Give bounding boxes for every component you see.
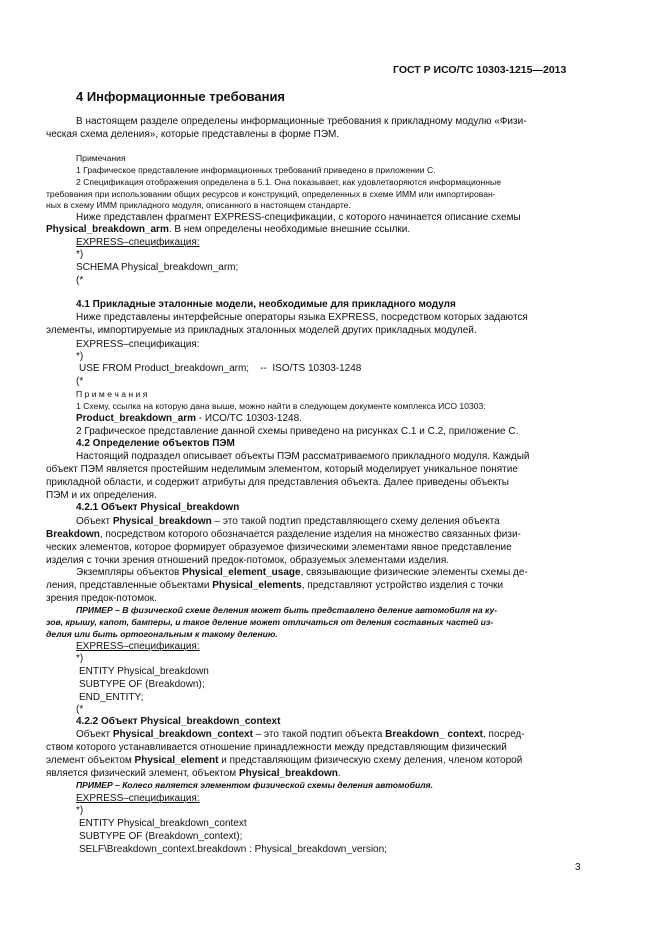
example-line3: делия или быть ортогональным к такому делению.	[46, 629, 278, 639]
section-421-p1	[76, 516, 500, 528]
comment-open: (*	[76, 704, 84, 715]
text: , посредством которого обозначается разделение изделия на множество связанных физи-	[99, 529, 521, 540]
express-spec-label: EXPRESS–спецификация:	[76, 793, 200, 804]
entity-name: Physical_breakdown	[238, 768, 338, 779]
text: элемент объектом	[46, 755, 135, 766]
section-42-p3: прикладной области, и содержит атрибуты для представления объекта. Далее приведены объекты	[46, 477, 509, 488]
section-422-p3	[46, 755, 522, 767]
notes-heading: Примечания	[76, 153, 126, 163]
standard-header: ГОСТ Р ИСО/ТС 10303-1215—2013	[393, 64, 567, 76]
section-41-title: 4.1 Прикладные эталонные модели, необходимые для прикладного модуля	[76, 299, 456, 310]
express-intro-line2	[46, 224, 410, 236]
entity-name: Breakdown	[46, 529, 100, 540]
entity-name: Physical_breakdown_context	[112, 729, 253, 740]
comment-close: *)	[76, 249, 84, 260]
subtype-line: SUBTYPE OF (Breakdown_context);	[79, 831, 243, 842]
text: – это такой подтип объекта	[252, 729, 386, 740]
comment-close: *)	[76, 653, 84, 664]
express-spec-label: EXPRESS–спецификация:	[76, 339, 200, 350]
section-421-p2	[46, 529, 521, 541]
text: В настоящем разделе определены информационные требования к прикладному модулю «Физи-	[76, 116, 527, 127]
comment-close: *)	[76, 805, 84, 816]
text: . В нем определены необходимые внешние ссылки.	[168, 224, 411, 235]
text: Экземпляры объектов	[76, 567, 183, 578]
example-line: ПРИМЕР – Колесо является элементом физической схемы деления автомобиля.	[76, 780, 434, 790]
notes-heading: П р и м е ч а н и я	[76, 389, 148, 399]
express-spec-label: EXPRESS–спецификация:	[76, 641, 200, 652]
entity-name: Physical_element_usage	[182, 567, 301, 578]
comment-close: *)	[76, 351, 84, 362]
section-4-title: 4 Информационные требования	[76, 89, 286, 104]
entity-name: Physical_elements	[212, 580, 302, 591]
section-41-p1: Ниже представлены интерфейсные операторы языка EXPRESS, посредством которых задаются	[76, 312, 528, 323]
note-1-ref	[76, 413, 302, 425]
entity-name: Physical_breakdown	[112, 516, 212, 527]
attribute-line: SELF\Breakdown_context.breakdown : Physical_breakdown_version;	[79, 844, 387, 855]
section-4-intro-line2: ческая схема деления», которые представлены в форме ПЭМ.	[46, 129, 340, 140]
express-spec-label: EXPRESS–спецификация:	[76, 237, 200, 248]
entity-line: ENTITY Physical_breakdown	[79, 666, 209, 677]
example-line2: зов, крышу, капот, бамперы, и такое деление может отличаться от деления составных частей из-	[46, 617, 494, 627]
section-421-p3: ческих элементов, которое формирует образуемое физическими элементами явное представление	[46, 542, 512, 553]
comment-open: (*	[76, 376, 84, 387]
text: ления, представленные объектами	[46, 580, 213, 591]
schema-name: Physical_breakdown_arm	[46, 224, 169, 235]
note-1: 1 Графическое представление информационных требований приведено в приложении С.	[76, 165, 436, 175]
section-41-p2: элементы, импортируемые из прикладных эталонных моделей других прикладных модулей.	[46, 325, 477, 336]
section-42-p2: объект ПЭМ является простейшим неделимым элементом, который моделирует уникальное понятие	[46, 464, 518, 475]
schema-line: SCHEMA Physical_breakdown_arm;	[76, 262, 239, 273]
note-2-line3: ных в схему ИММ прикладного модуля, описанного в настоящем стандарте.	[46, 200, 351, 210]
section-42-p1: Настоящий подраздел описывает объекты ПЭМ рассматриваемого прикладного модуля. Каждый	[76, 451, 530, 462]
subtype-line: SUBTYPE OF (Breakdown);	[79, 679, 205, 690]
section-422-p2: ством которого устанавливается отношение принадлежности между представляющим физический	[46, 742, 507, 753]
page-number: 3	[575, 862, 581, 873]
entity-name: Breakdown_ context	[385, 729, 483, 740]
section-421-p6	[46, 580, 503, 592]
text: , посред-	[482, 729, 525, 740]
section-42-title: 4.2 Определение объектов ПЭМ	[76, 438, 235, 449]
example-line1: ПРИМЕР – В физической схеме деления может быть представлено деление автомобиля на ку-	[76, 605, 498, 615]
section-422-p4	[46, 768, 341, 780]
entity-name: Physical_element	[134, 755, 219, 766]
text: – это такой подтип представляющего схему деления объекта	[211, 516, 500, 527]
note-2-line1: 2 Спецификация отображения определена в 5.1. Она показывает, как удовлетворяются информационные	[76, 177, 501, 187]
comment-open: (*	[76, 275, 84, 286]
section-422-p1	[76, 729, 525, 741]
schema-name: Product_breakdown_arm	[76, 413, 197, 424]
text: Объект	[76, 729, 113, 740]
note-1: 1 Схему, ссылка на которую дана выше, можно найти в следующем документе комплекса ИСО 10303:	[76, 401, 486, 411]
use-from-line: USE FROM Product_breakdown_arm; -- ISO/TS 10303-1248	[79, 363, 362, 374]
note-2: 2 Графическое представление данной схемы приведено на рисунках С.1 и С.2, приложение С.	[76, 426, 519, 437]
text: , связывающие физические элементы схемы де-	[300, 567, 528, 578]
text: .	[337, 768, 341, 779]
section-422-title: 4.2.2 Объект Physical_breakdown_context	[76, 716, 281, 727]
section-421-p7: зрения предок-потомок.	[46, 593, 157, 604]
express-intro-line1: Ниже представлен фрагмент EXPRESS-спецификации, с которого начинается описание схемы	[76, 212, 521, 223]
section-4-intro-line1	[46, 116, 579, 128]
section-421-title: 4.2.1 Объект Physical_breakdown	[76, 502, 240, 513]
text: и представляющим физическую схему деления, членом которой	[218, 755, 523, 766]
entity-line: ENTITY Physical_breakdown_context	[79, 818, 247, 829]
text: - ИСО/ТС 10303-1248.	[196, 413, 302, 424]
section-421-p5	[76, 567, 528, 579]
section-421-p4: изделия с точки зрения отношений предок-потомок, образуемых элементами изделия.	[46, 555, 450, 566]
section-42-p4: ПЭМ и их определения.	[46, 490, 157, 501]
text: является физический элемент, объектом	[46, 768, 239, 779]
end-entity-line: END_ENTITY;	[79, 692, 144, 703]
note-2-line2: требования при использовании общих ресурсов и конструкций, определенных в схеме ИММ или импортирован-	[46, 189, 496, 199]
text: Объект	[76, 516, 113, 527]
text: , представляют устройство изделия с точки	[301, 580, 504, 591]
